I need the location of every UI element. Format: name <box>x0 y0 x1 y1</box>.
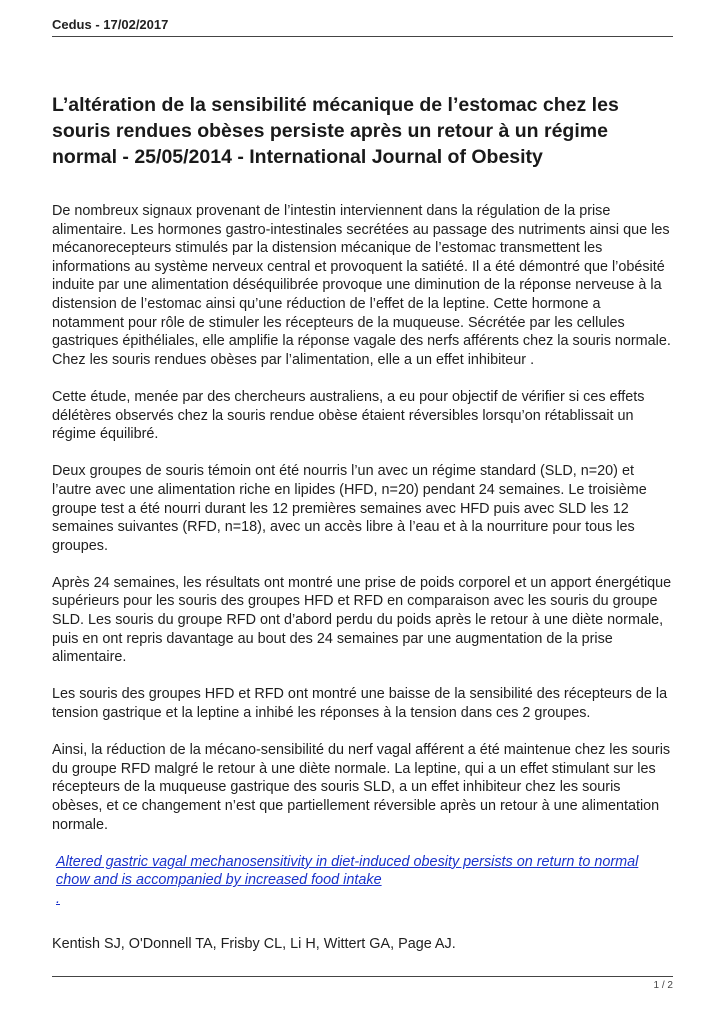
source-article-link[interactable]: Altered gastric vagal mechanosensitivity in diet-induced obesity persists on return to normal chow and is accompanied by increased food intake <box>56 853 639 889</box>
paragraph-conclusion: Ainsi, la réduction de la mécano-sensibilité du nerf vagal afférent a été maintenue chez les souris du groupe RFD malgré le retour à une diète normale. La leptine, qui a un effet stimulant sur les récepteurs de la muqueuse gastrique des souris SLD, a un effet inhibiteur chez les souris obèses, et ce changement n’est que partiellement réversible après un retour à une alimentation normale. <box>52 742 671 833</box>
paragraph-intro: De nombreux signaux provenant de l’intestin interviennent dans la régulation de la prise alimentaire. Les hormones gastro-intestinales secrétées au passage des nutriments ainsi que les mécanorecepteurs stimulés par la distension mécanique de l’estomac transmettent les informations au système nerveux central et provoquent la satiété. Il a été démontré que l’obésité induite par une alimentation déséquilibrée provoque une diminution de la réponse nerveuse à la distension de l’estomac ainsi qu’une réduction de l’effet de la leptine. Cette hormone a notamment pour rôle de stimuler les récepteurs de la muqueuse. Sécrétée par les cellules gastriques épithéliales, elle amplifie la réponse vagale des nerfs afférents chez la souris normale. Chez les souris rendues obèses par l’alimentation, elle a un effet inhibiteur . <box>52 203 671 368</box>
article-body <box>52 202 674 953</box>
paragraph-objective: Cette étude, menée par des chercheurs australiens, a eu pour objectif de vérifier si ces effets délétères observés chez la souris rendue obèse étaient réversibles lorsqu’on rétablissait un régime équilibré. <box>52 388 645 443</box>
article-title: L’altération de la sensibilité mécanique de l’estomac chez les souris rendues obèses persiste après un retour à un régime normal - 25/05/2014 - International Journal of Obesity <box>52 94 619 168</box>
source-link-block <box>56 853 674 909</box>
paragraph-results: Après 24 semaines, les résultats ont montré une prise de poids corporel et un apport énergétique supérieurs pour les souris des groupes HFD et RFD en comparaison avec les souris du groupe SLD. Les souris du groupe RFD ont d’abord perdu du poids après le retour à une diète normale, puis en ont repris davantage au bout des 24 semaines par une augmentation de la prise alimentaire. <box>52 574 672 666</box>
footer-divider <box>52 976 673 977</box>
paragraph-sensitivity: Les souris des groupes HFD et RFD ont montré une baisse de la sensibilité des récepteurs de la tension gastrique et la leptine a inhibé les réponses à la tension dans ces 2 groupes. <box>52 686 668 722</box>
authors-line: Kentish SJ, O'Donnell TA, Frisby CL, Li H, Wittert GA, Page AJ. <box>52 935 456 952</box>
header-source-date: Cedus - 17/02/2017 <box>52 17 169 32</box>
paragraph-method: Deux groupes de souris témoin ont été nourris l’un avec un régime standard (SLD, n=20) et l’autre avec une alimentation riche en lipides (HFD, n=20) pendant 24 semaines. Le troisième groupe test a été nourri durant les 12 premières semaines avec HFD puis avec SLD les 12 semaines suivantes (RFD, n=18), avec un accès libre à l’eau et à la nourriture pour tous les groupes. <box>52 463 647 554</box>
header-divider <box>52 36 673 37</box>
page-number: 1 / 2 <box>653 980 673 991</box>
source-link-dot[interactable]: . <box>56 890 60 907</box>
